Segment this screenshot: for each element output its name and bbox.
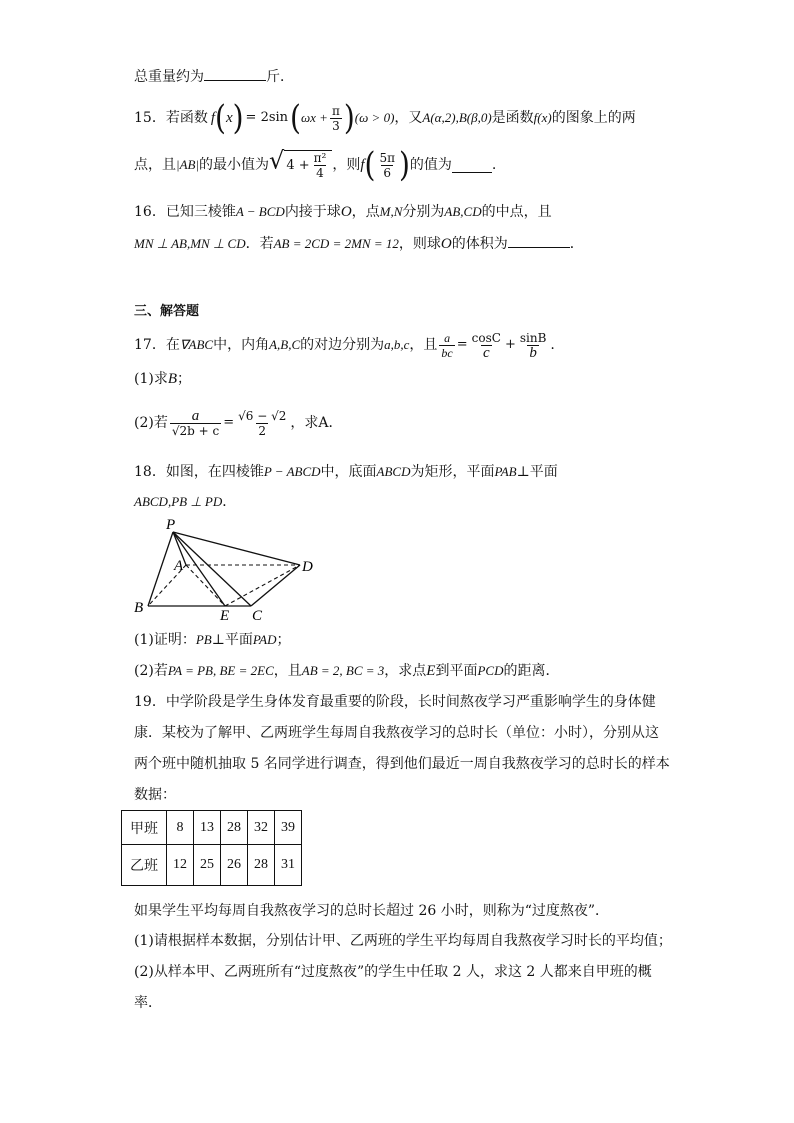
q18-line1: 18．如图，在四棱锥P − ABCD中，底面ABCD为矩形，平面PAB⊥平面	[134, 464, 558, 480]
label-P: P	[166, 517, 176, 533]
q19-part1: (1)请根据样本数据，分别估计甲、乙两班的学生平均每周自我熬夜学习时长的平均值；	[134, 933, 672, 949]
q19-line3: 两个班中随机抽取 5 名同学进行调查，得到他们最近一周自我熬夜学习的总时长的样本	[134, 756, 670, 772]
q16-line1: 16．已知三棱锥A − BCD内接于球O，点M,N分别为AB,CD的中点，且	[134, 204, 552, 220]
table-row	[122, 811, 302, 845]
q17-line1: 17．在 ∇ABC 中，内角 A,B,C 的对边分别为 a,b,c ，且 $\frac{a}{bc}$ = $\frac{\cos C}{c}$ + $\frac{\sin B}{b}$ .	[134, 330, 555, 361]
q19-line2: 康．某校为了解甲、乙两班学生每周自我熬夜学习的总时长（单位：小时），分别从这	[134, 725, 659, 741]
table-cell: 39	[275, 811, 302, 845]
q19-line4: 数据：	[134, 787, 176, 803]
q16-line2: MN ⊥ AB,MN ⊥ CD．若AB = 2CD = 2MN = 12，则球O的体积为 ．	[134, 233, 584, 254]
data-table	[121, 810, 302, 886]
section-heading: 三、解答题	[134, 304, 200, 319]
row-label: 乙班	[122, 845, 167, 886]
pyramid-figure	[130, 515, 330, 625]
answer-blank[interactable]	[204, 66, 266, 81]
table-row	[122, 845, 302, 886]
label-B: B	[134, 600, 144, 616]
row-label: 甲班	[122, 811, 167, 845]
answer-blank[interactable]	[452, 158, 492, 173]
q18-line2: ABCD,PB ⊥ PD．	[134, 494, 237, 510]
q15-line1: 15．若函数 f ( x ) = 2sin ( ωx + $\frac{\pi}{3}$ ) (ω > 0) ，又 A(α,2),B(β,0) 是函数 f(x) 的图象上的两	[134, 97, 636, 138]
table-cell: 31	[275, 845, 302, 886]
table-cell: 8	[167, 811, 194, 845]
q18-part2: (2)若PA = PB, BE = 2EC，且AB = 2, BC = 3，求点E到平面PCD的距离．	[134, 663, 560, 679]
table-cell: 26	[221, 845, 248, 886]
q19-line8: 率．	[134, 995, 162, 1011]
label-E: E	[220, 608, 230, 624]
table-cell: 28	[248, 845, 275, 886]
q17-part1: (1)求B；	[134, 371, 192, 387]
q19-line5: 如果学生平均每周自我熬夜学习的总时长超过 26 小时，则称为“过度熬夜”．	[134, 903, 610, 919]
table-cell: 28	[221, 811, 248, 845]
q15-line2: 点，且 |AB| 的最小值为 √ 4 + $\frac{\text{π²}}{4}$ ，则 f ( $\frac{5\pi}{6}$ ) 的值为 .	[134, 144, 497, 185]
edge-AE	[186, 565, 225, 606]
edge-PB	[148, 532, 173, 606]
q19-line1: 19．中学阶段是学生身体发育最重要的阶段，长时间熬夜学习严重影响学生的身体健	[134, 694, 656, 710]
q19-part2: (2)从样本甲、乙两班所有“过度熬夜”的学生中任取 2 人，求这 2 人都来自甲班的概	[134, 964, 652, 980]
edge-ED	[225, 565, 300, 606]
label-A: A	[174, 558, 184, 574]
edge-CD	[251, 565, 300, 606]
table-cell: 32	[248, 811, 275, 845]
table-cell: 13	[194, 811, 221, 845]
table-cell: 25	[194, 845, 221, 886]
edge-PC	[173, 532, 251, 606]
label-D: D	[302, 559, 313, 575]
answer-blank[interactable]	[508, 233, 570, 248]
sqrt-expression: √ 4 + $\frac{\text{π²}}{4}$	[269, 150, 332, 180]
q14-tail: 总重量约为 斤．	[134, 66, 294, 87]
q18-part1: (1)证明：PB⊥平面PAD；	[134, 632, 291, 648]
pi-over-3-fraction: $\frac{\pi}{3}$	[331, 103, 340, 133]
five-pi-over-6-fraction: $\frac{5\pi}{6}$	[379, 150, 395, 180]
label-C: C	[252, 608, 263, 624]
table-cell: 12	[167, 845, 194, 886]
q17-part2: (2)若 $\frac{a}{√2b + c}$ = $\frac{√6 - √2}{2}$ ，求A．	[134, 407, 343, 438]
